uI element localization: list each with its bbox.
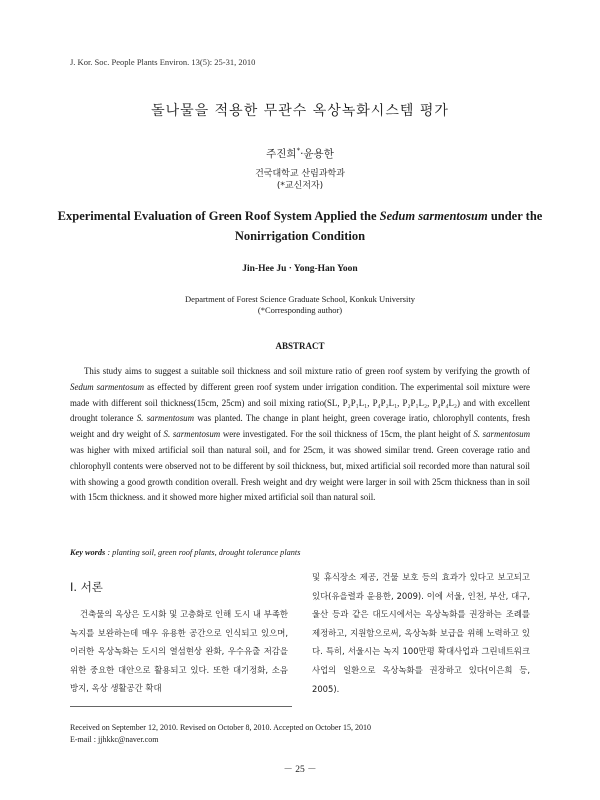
english-title-part2: under the Nonirrigation Condition xyxy=(234,209,543,243)
footnote-email: E-mail : jjhkkc@naver.com xyxy=(70,735,159,744)
english-authors: Jin-Hee Ju · Yong-Han Yoon xyxy=(242,264,358,274)
footnote-received: Received on September 12, 2010. Revised on October 8, 2010. Accepted on October 15, 2010 xyxy=(70,723,372,732)
korean-authors xyxy=(0,146,600,161)
abstract-text-5: was higher with mixed artificial soil than natural soil, and for 25cm, it was showed similar trend. Green coverage ratio and chlorophyll contents were observed not to be different by soil thickness, but, mixed artificial soil recorded more than natural soil with showing a good growth condition overall. Fresh weight and dry weight were larger in soil with 25cm thickness than in soil with 15cm thickness. and it showed more higher mixed artificial soil than natural soil. xyxy=(70,444,530,503)
abstract-species-3: S. sarmentosum xyxy=(163,429,221,440)
korean-author-1: 주진희 xyxy=(266,148,297,160)
keywords xyxy=(70,548,300,557)
corresponding-mark: * xyxy=(296,146,301,155)
keywords-text: : planting soil, green roof plants, drought tolerance plants xyxy=(105,548,301,557)
korean-affiliation-line2: (*교신저자) xyxy=(276,181,324,191)
abstract-species-2: S. sarmentosum xyxy=(136,413,195,424)
abstract-body xyxy=(70,364,530,506)
journal-reference: J. Kor. Soc. People Plants Environ. 13(5): 25-31, 2010 xyxy=(70,57,256,67)
abstract-text-1: This study aims to suggest a suitable soil thickness and soil mixture ratio of green roof system by verifying the growth of xyxy=(84,366,530,376)
abstract-text-2: as effected by different green roof system under irrigation condition. The experimental soil mixture were made with different soil thickness(15cm, 25cm) and soil mixing ratio(SL, P₂P₁L₁, P₄P₂L₁, P₂P₁L₂, P₄P₄L₂) and with excellent drought tolerance xyxy=(70,381,531,424)
korean-title: 돌나물을 적용한 무관수 옥상녹화시스템 평가 xyxy=(151,103,449,119)
english-affiliation xyxy=(0,294,600,316)
korean-affiliation xyxy=(0,168,600,192)
section-heading-introduction: Ⅰ. 서론 xyxy=(70,580,103,594)
abstract-text-4: were investigated. For the soil thickness of 15cm, the plant height of xyxy=(220,429,474,440)
abstract-species-4: S. sarmentosum xyxy=(473,429,530,440)
english-affiliation-line2: (*Corresponding author) xyxy=(257,305,343,315)
footnote-divider xyxy=(70,706,292,707)
english-title xyxy=(40,206,560,246)
english-title-species: Sedum sarmentosum xyxy=(379,209,488,223)
abstract-heading: ABSTRACT xyxy=(275,341,325,351)
english-affiliation-line1: Department of Forest Science Graduate School, Konkuk University xyxy=(185,294,415,304)
abstract-species-1: Sedum sarmentosum xyxy=(70,381,145,392)
page-number: － 25 － xyxy=(283,765,317,775)
keywords-label: Key words xyxy=(70,548,106,557)
english-title-part1: Experimental Evaluation of Green Roof System Applied the xyxy=(57,209,380,223)
abstract-text-3: was planted. The change in plant height, green coverage iratio, chlorophyll contents, fresh weight and dry weight of xyxy=(70,413,530,440)
body-column-left: 건축물의 옥상은 도시화 및 고층화로 인해 도시 내 부족한 녹지를 보완하는데 매우 유용한 공간으로 인식되고 있으며, 이러한 옥상녹화는 도시의 열섬현상 완화, 우수유출 저감을 위한 중요한 대안으로 활용되고 있다. 또한 대기정화, 소음방지, 옥상 생활공간 확대 xyxy=(70,609,288,694)
korean-author-2: ·윤용한 xyxy=(300,148,334,160)
korean-affiliation-line1: 건국대학교 산림과학과 xyxy=(255,169,345,179)
body-column-right: 및 휴식장소 제공, 건물 보호 등의 효과가 있다고 보고되고 있다(유을렬과 윤용한, 2009). 이에 서울, 인천, 부산, 대구, 울산 등과 같은 대도시에서는 옥상녹화를 권장하는 조례를 제정하고, 지원함으로써, 옥상녹화 보급을 위해 노력하고 있다. 특히, 서울시는 녹지 100만평 확대사업과 그린네트워크사업의 일환으로 옥상녹화를 권장하고 있다(이은희 등, 2005). xyxy=(312,572,530,694)
